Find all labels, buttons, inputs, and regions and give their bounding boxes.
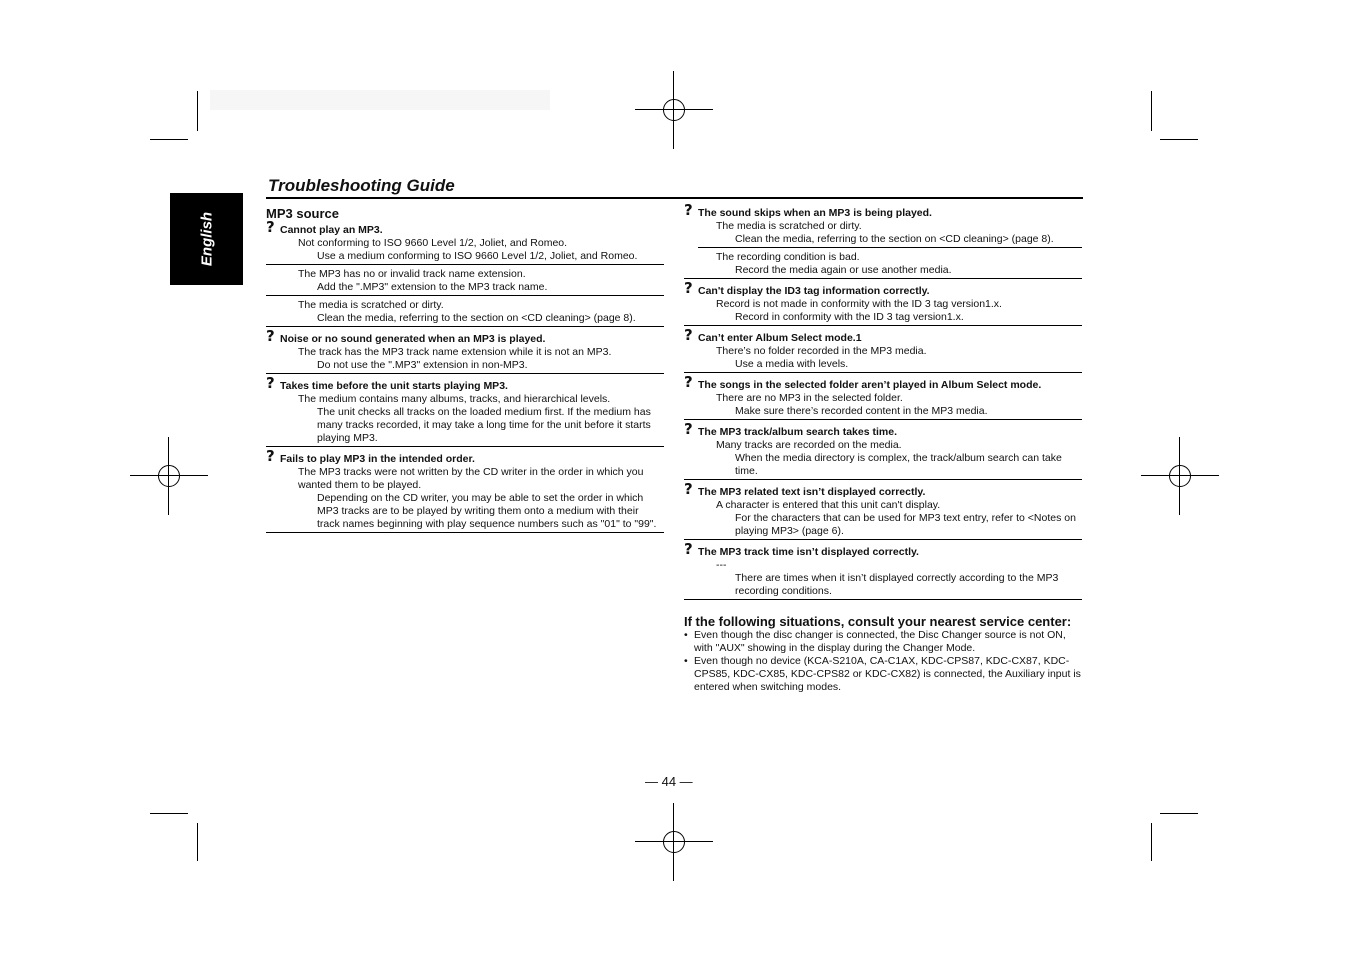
remedy-text: Use a medium conforming to ISO 9660 Level 1/2, Joliet, and Romeo. xyxy=(317,250,638,262)
cause-remedy-block xyxy=(698,220,1082,248)
question-mark-icon: ? xyxy=(684,480,693,498)
question-mark-icon: ? xyxy=(684,373,693,391)
cause-text: The media is scratched or dirty. xyxy=(716,220,862,232)
cause-remedy-block xyxy=(266,466,664,533)
cause-text: The medium contains many albums, tracks, and hierarchical levels. xyxy=(298,393,611,405)
cause-text: The track has the MP3 track name extension while it is not an MP3. xyxy=(298,346,612,358)
remedy-text: Make sure there’s recorded content in the MP3 media. xyxy=(735,405,988,417)
remedy-text: Add the ".MP3" extension to the MP3 track name. xyxy=(317,281,548,293)
right-column xyxy=(684,201,1082,694)
registration-mark-icon xyxy=(635,71,713,149)
question: ? The songs in the selected folder aren’t played in Album Select mode. xyxy=(684,373,1042,391)
page-number: — 44 — xyxy=(645,774,693,789)
crop-mark xyxy=(1151,823,1152,861)
question-mark-icon: ? xyxy=(266,327,275,345)
crop-mark xyxy=(197,823,198,861)
cause-remedy-block xyxy=(266,268,664,296)
question-mark-icon: ? xyxy=(684,540,693,558)
crop-mark xyxy=(150,139,188,140)
cause-text: The MP3 tracks were not written by the CD writer in the order in which you wanted them to be played. xyxy=(298,466,644,491)
cause-text: The media is scratched or dirty. xyxy=(298,299,444,311)
page-title: Troubleshooting Guide xyxy=(268,176,455,195)
remedy-text: There are times when it isn’t displayed correctly according to the MP3 recording conditions. xyxy=(735,572,1059,597)
cause-text: There’s no folder recorded in the MP3 media. xyxy=(716,345,927,357)
question: ? The MP3 track/album search takes time. xyxy=(684,420,898,438)
cause-remedy-block xyxy=(684,298,1082,326)
cause-text: There are no MP3 in the selected folder. xyxy=(716,392,903,404)
remedy-text: For the characters that can be used for MP3 text entry, refer to <Notes on playing MP3> (page 6). xyxy=(735,512,1076,537)
faint-header-band xyxy=(210,90,550,110)
question: ? Fails to play MP3 in the intended order. xyxy=(266,447,475,465)
troubleshoot-item xyxy=(684,201,1082,279)
cause-remedy-block xyxy=(684,439,1082,480)
language-tab xyxy=(170,193,243,285)
crop-mark xyxy=(1151,91,1152,131)
question: ? The MP3 track time isn’t displayed correctly. xyxy=(684,540,919,558)
service-bullet: • Even though no device (KCA-S210A, CA-C1AX, KDC-CPS87, KDC-CX87, KDC-CPS85, KDC-CX85, KDC-CPS82 or KDC-CX82) is connected, the Auxiliary input is entered when switching modes. xyxy=(684,655,1081,693)
cause-remedy-block xyxy=(266,393,664,447)
remedy-text: Do not use the ".MP3" extension in non-MP3. xyxy=(317,359,528,371)
section-title: MP3 source xyxy=(266,206,339,221)
remedy-text: Depending on the CD writer, you may be able to set the order in which MP3 tracks are to be played by writing them onto a medium with their track names beginning with play sequence numbers such as "01" to "99". xyxy=(317,492,657,530)
question: ? Can’t enter Album Select mode.1 xyxy=(684,326,862,344)
crop-mark xyxy=(197,91,198,131)
cause-text: Many tracks are recorded on the media. xyxy=(716,439,902,451)
cause-remedy-block xyxy=(684,499,1082,540)
troubleshoot-item xyxy=(684,540,1082,600)
cause-remedy-block xyxy=(266,237,664,265)
question-mark-icon: ? xyxy=(266,374,275,392)
cause-text: --- xyxy=(716,559,727,571)
troubleshoot-item xyxy=(684,279,1082,326)
language-tab-label: English xyxy=(198,211,215,267)
question-mark-icon: ? xyxy=(266,447,275,465)
cause-remedy-block xyxy=(684,559,1082,600)
question: ? The MP3 related text isn’t displayed correctly. xyxy=(684,480,926,498)
cause-remedy-block xyxy=(684,392,1082,420)
remedy-text: Clean the media, referring to the section on <CD cleaning> (page 8). xyxy=(735,233,1054,245)
question: ? Cannot play an MP3. xyxy=(266,218,383,236)
registration-mark-icon xyxy=(130,437,208,515)
left-column xyxy=(266,205,664,539)
cause-remedy-block xyxy=(266,346,664,374)
troubleshoot-item xyxy=(684,326,1082,373)
troubleshoot-item xyxy=(684,373,1082,420)
cause-remedy-block xyxy=(266,299,664,327)
troubleshoot-item xyxy=(684,420,1082,480)
remedy-text: Record in conformity with the ID 3 tag version1.x. xyxy=(735,311,964,323)
question: ? Takes time before the unit starts playing MP3. xyxy=(266,374,508,392)
cause-text: Not conforming to ISO 9660 Level 1/2, Joliet, and Romeo. xyxy=(298,237,568,249)
cause-remedy-block xyxy=(684,251,1082,279)
crop-mark xyxy=(1160,813,1198,814)
question: ? Noise or no sound generated when an MP3 is played. xyxy=(266,327,546,345)
cause-text: The MP3 has no or invalid track name extension. xyxy=(298,268,526,280)
question-mark-icon: ? xyxy=(266,218,275,236)
crop-mark xyxy=(150,813,188,814)
troubleshoot-item xyxy=(266,374,664,447)
crop-mark xyxy=(1160,139,1198,140)
cause-remedy-block xyxy=(684,345,1082,373)
remedy-text: Record the media again or use another media. xyxy=(735,264,952,276)
cause-text: The recording condition is bad. xyxy=(716,251,860,263)
remedy-text: Use a media with levels. xyxy=(735,358,849,370)
title-rule xyxy=(266,197,1083,199)
troubleshoot-item xyxy=(266,447,664,533)
question: ? The sound skips when an MP3 is being played. xyxy=(684,201,932,219)
question-mark-icon: ? xyxy=(684,420,693,438)
service-bullet: • Even though the disc changer is connected, the Disc Changer source is not ON, with "AUX" showing in the display during the Changer Mode. xyxy=(684,629,1066,654)
registration-mark-icon xyxy=(1141,437,1219,515)
troubleshoot-item xyxy=(684,480,1082,540)
troubleshoot-item xyxy=(266,327,664,374)
service-center-heading: If the following situations, consult your nearest service center: xyxy=(684,614,1072,629)
remedy-text: When the media directory is complex, the track/album search can take time. xyxy=(735,452,1062,477)
question-mark-icon: ? xyxy=(684,279,693,297)
remedy-text: The unit checks all tracks on the loaded medium first. If the medium has many tracks recorded, it may take a long time for the unit before it starts playing MP3. xyxy=(317,406,651,444)
bullet-icon: • xyxy=(684,629,688,641)
question-mark-icon: ? xyxy=(684,326,693,344)
registration-mark-icon xyxy=(635,803,713,881)
question-mark-icon: ? xyxy=(684,201,693,219)
cause-text: A character is entered that this unit can't display. xyxy=(716,499,941,511)
cause-text: Record is not made in conformity with the ID 3 tag version1.x. xyxy=(716,298,1002,310)
troubleshoot-item xyxy=(266,218,664,327)
remedy-text: Clean the media, referring to the section on <CD cleaning> (page 8). xyxy=(317,312,636,324)
bullet-icon: • xyxy=(684,655,688,667)
question: ? Can't display the ID3 tag information correctly. xyxy=(684,279,930,297)
